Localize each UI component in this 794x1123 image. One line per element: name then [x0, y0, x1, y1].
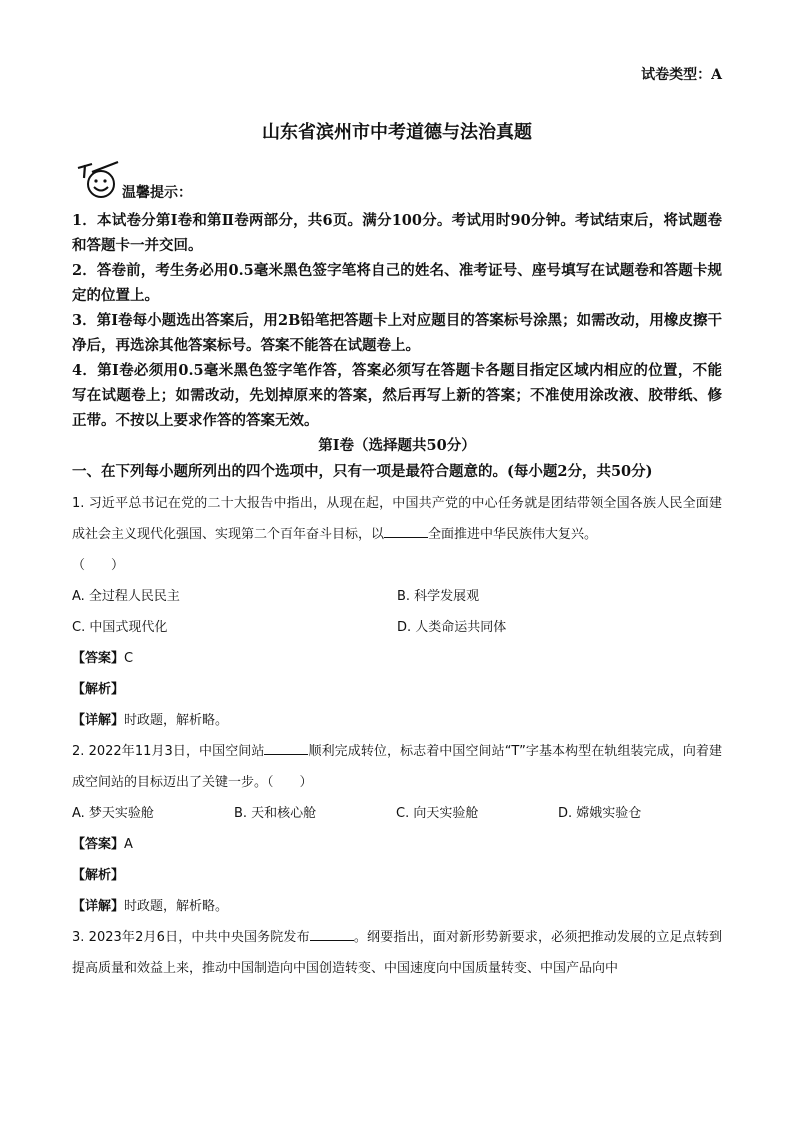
tip-item: 4．第Ⅰ卷必须用0.5毫米黑色签字笔作答，答案必须写在答题卡各题目指定区域内相应的位置，不能写在试题卷上；如需改动，先划掉原来的答案，然后再写上新的答案；不准使用涂改液、胶带纸、修正带。不按以上要求作答的答案无效。: [72, 362, 722, 429]
option: C. 中国式现代化: [72, 620, 168, 635]
tip-item: 2．答卷前，考生务必用0.5毫米黑色签字笔将自己的姓名、准考证号、座号填写在试题卷和答题卡规定的位置上。: [72, 262, 722, 304]
option: D. 嫦娥实验仓: [558, 806, 642, 821]
part-title: 一、在下列每小题所列出的四个选项中，只有一项是最符合题意的。(每小题2分，共50分): [72, 463, 653, 480]
answer-blank: [384, 523, 428, 538]
analysis-row: 【解析】: [72, 682, 125, 697]
option: C. 向天实验舱: [396, 806, 479, 821]
tips-label: 温馨提示：: [122, 185, 192, 201]
smiley-icon: [74, 158, 120, 202]
question-stem: 3. 2023年2月6日，中共中央国务院发布 。纲要指出，面对新形势新要求，必须把推动发展的立足点转到提高质量和效益上来，推动中国制造向中国创造转变、中国速度向中国质量转变、中国产品向中: [72, 922, 722, 984]
option: B. 科学发展观: [397, 589, 480, 604]
paper-type-label: 试卷类型：A: [641, 67, 722, 83]
content: [72, 208, 722, 984]
question-stem: 1. 习近平总书记在党的二十大报告中指出，从现在起，中国共产党的中心任务就是团结带领全国各族人民全面建成社会主义现代化强国、实现第二个百年奋斗目标，以 全面推进中华民族伟大复兴。: [72, 496, 722, 542]
options-list: [72, 798, 722, 829]
tip-item: 1．本试卷分第Ⅰ卷和第Ⅱ卷两部分，共6页。满分100分。考试用时90分钟。考试结束后，将试题卷和答题卡一并交回。: [72, 212, 722, 254]
detail-row: 【详解】时政题，解析略。: [72, 713, 229, 728]
tip-item: 3．第Ⅰ卷每小题选出答案后，用2B铅笔把答题卡上对应题目的答案标号涂黑；如需改动，用橡皮擦干净后，再选涂其他答案标号。答案不能答在试题卷上。: [72, 312, 722, 354]
options-list: [72, 581, 722, 643]
option: A. 梦天实验舱: [72, 806, 154, 821]
option: A. 全过程人民民主: [72, 589, 180, 604]
question-stem: 2. 2022年11月3日，中国空间站 顺利完成转位，标志着中国空间站“T”字基本构型在轨组装完成，向着建成空间站的目标迈出了关键一步。（ ）: [72, 736, 722, 798]
answer-blank: [310, 926, 354, 941]
page-title: 山东省滨州市中考道德与法治真题: [262, 122, 532, 143]
answer-row: 【答案】A: [72, 837, 133, 852]
analysis-row: 【解析】: [72, 868, 125, 883]
question-paren: （ ）: [72, 558, 125, 573]
answer-blank: [264, 740, 308, 755]
option: B. 天和核心舱: [234, 806, 317, 821]
answer-row: 【答案】C: [72, 651, 134, 666]
section-title: 第Ⅰ卷（选择题共50分）: [318, 437, 476, 454]
option: D. 人类命运共同体: [397, 620, 507, 635]
detail-row: 【详解】时政题，解析略。: [72, 899, 229, 914]
